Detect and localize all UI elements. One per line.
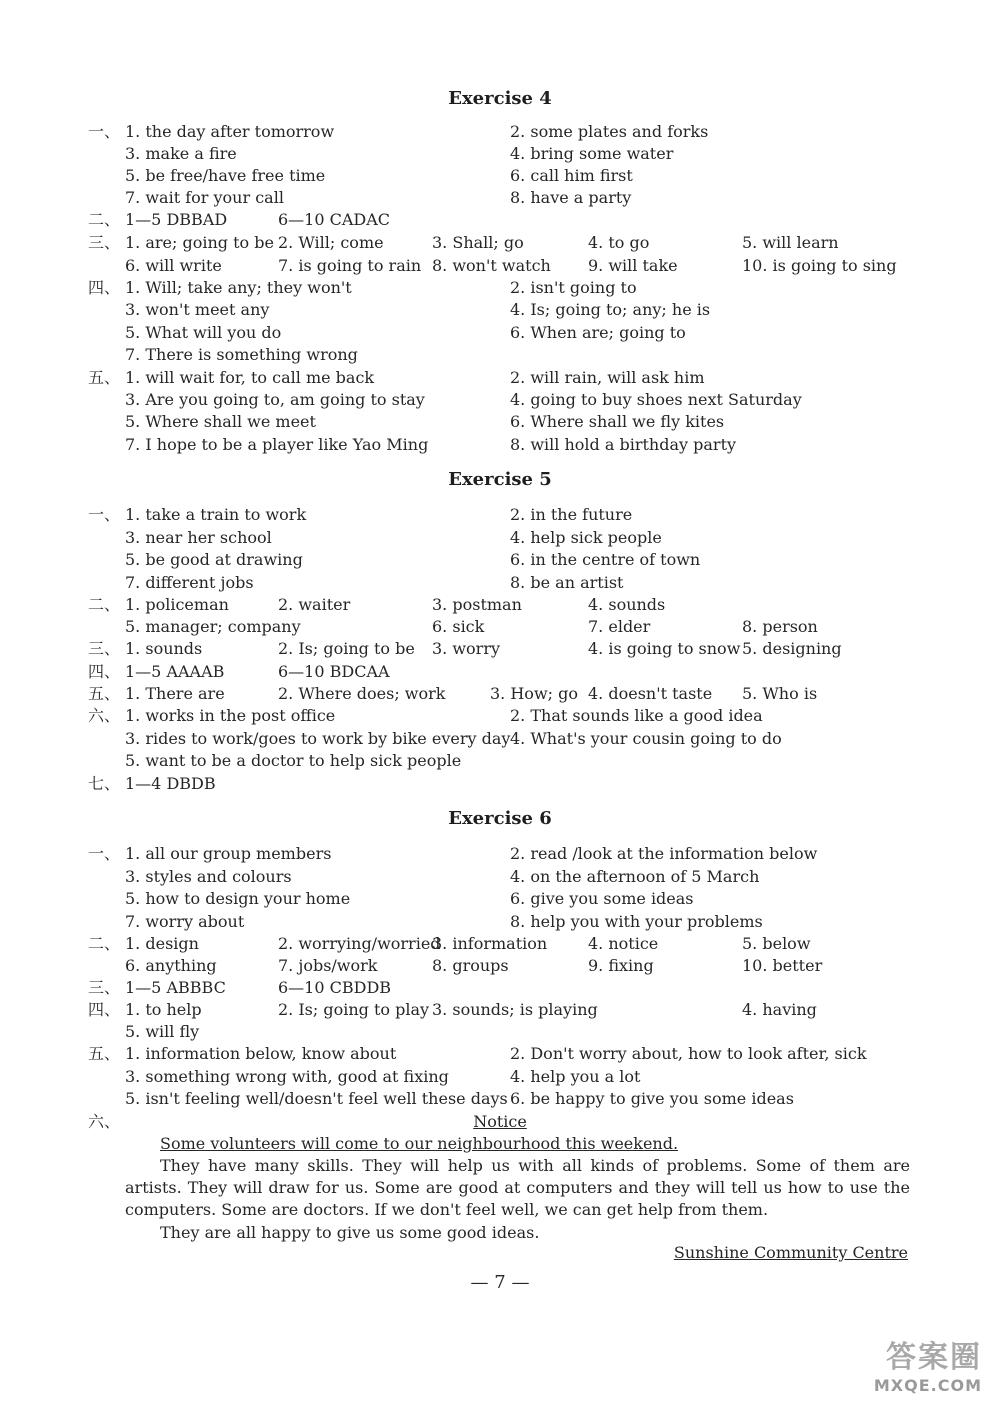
- answer: 3. rides to work/goes to work by bike every day: [125, 729, 511, 748]
- answer: 3. near her school: [125, 528, 272, 547]
- answer: 3. sounds; is playing: [432, 1000, 598, 1019]
- answer: 3. postman: [432, 595, 522, 614]
- ex6-s1-row3: [0, 888, 1000, 910]
- answer: 5. below: [742, 934, 811, 953]
- answer: 1. There are: [125, 684, 225, 703]
- ex5-s6-row2: [0, 728, 1000, 750]
- ex4-s1-row2: [0, 143, 1000, 165]
- ex5-s1-row4: [0, 572, 1000, 594]
- answer: 7. There is something wrong: [125, 345, 358, 364]
- answer: 1. to help: [125, 1000, 202, 1019]
- section-label: 三、: [88, 233, 121, 252]
- answer: 4. help sick people: [510, 528, 662, 547]
- ex4-s2-row: [0, 209, 1000, 231]
- answer: 1—5 DBBAD: [125, 210, 228, 229]
- section-label: 一、: [88, 505, 121, 524]
- ex4-s4-row2: [0, 299, 1000, 321]
- answer: 7. different jobs: [125, 573, 254, 592]
- section-label: 二、: [88, 934, 121, 953]
- answer: 3. something wrong with, good at fixing: [125, 1067, 449, 1086]
- answer: 2. Will; come: [278, 233, 384, 252]
- section-label: 四、: [88, 1000, 121, 1019]
- answer: 5. Who is: [742, 684, 818, 703]
- notice-paragraph-1: They have many skills. They will help us with all kinds of problems. Some of them are artists. They will draw for us. Some are good at computers and they will tell us how to use the computers. Some are doctors. If we don't feel well, we can get help from them.: [125, 1156, 910, 1219]
- answer: 1. policeman: [125, 595, 229, 614]
- ex5-s3-row: [0, 638, 1000, 660]
- answer: 5. will learn: [742, 233, 839, 252]
- answer: 5. manager; company: [125, 617, 301, 636]
- ex4-s5-row2: [0, 389, 1000, 411]
- answer: 5. be free/have free time: [125, 166, 326, 185]
- ex5-s1-row3: [0, 549, 1000, 571]
- ex5-s1-row1: [0, 504, 1000, 526]
- answer: 6—10 CADAC: [278, 210, 391, 229]
- exercise-6-title: Exercise 6: [448, 808, 552, 829]
- answer: 2. That sounds like a good idea: [510, 706, 763, 725]
- answer: 2. Where does; work: [278, 684, 446, 703]
- answer: 2. waiter: [278, 595, 351, 614]
- answer: 8. person: [742, 617, 818, 636]
- ex4-s5-row4: [0, 434, 1000, 456]
- answer: 5. be good at drawing: [125, 550, 303, 569]
- notice-title: Notice: [473, 1112, 527, 1131]
- ex5-s4-row: [0, 661, 1000, 683]
- answer: 4. sounds: [588, 595, 666, 614]
- ex6-s5-row3: [0, 1088, 1000, 1110]
- answer: 6. Where shall we fly kites: [510, 412, 725, 431]
- answer: 1. the day after tomorrow: [125, 122, 335, 141]
- section-label: 二、: [88, 595, 121, 614]
- section-label: 六、: [88, 706, 121, 725]
- answer: 1. design: [125, 934, 199, 953]
- answer: 1. take a train to work: [125, 505, 307, 524]
- section-label: 四、: [88, 662, 121, 681]
- answer: 5. want to be a doctor to help sick people: [125, 751, 462, 770]
- section-label: 三、: [88, 639, 121, 658]
- ex6-s5-row2: [0, 1066, 1000, 1088]
- answer: 8. be an artist: [510, 573, 624, 592]
- answer: 4. on the afternoon of 5 March: [510, 867, 760, 886]
- answer: 6. be happy to give you some ideas: [510, 1089, 794, 1108]
- watermark-url: MXQE.COM: [873, 1376, 982, 1395]
- answer: 4. having: [742, 1000, 817, 1019]
- answer: 8. help you with your problems: [510, 912, 763, 931]
- answer: 4. help you a lot: [510, 1067, 641, 1086]
- answer: 3. worry: [432, 639, 501, 658]
- ex6-s1-row2: [0, 866, 1000, 888]
- answer: 10. is going to sing: [742, 256, 897, 275]
- answer: 5. designing: [742, 639, 842, 658]
- ex4-s4-row4: [0, 344, 1000, 366]
- ex4-s3-row1: [0, 232, 1000, 254]
- section-label: 五、: [88, 368, 121, 387]
- answer: 7. elder: [588, 617, 651, 636]
- ex4-s4-row1: [0, 277, 1000, 299]
- ex6-s4-row2: [0, 1021, 1000, 1043]
- section-label: 一、: [88, 844, 121, 863]
- section-label: 五、: [88, 684, 121, 703]
- answer: 1. Will; take any; they won't: [125, 278, 352, 297]
- answer: 3. Shall; go: [432, 233, 524, 252]
- answer: 3. How; go: [490, 684, 578, 703]
- answer: 5. Where shall we meet: [125, 412, 316, 431]
- answer: 7. worry about: [125, 912, 245, 931]
- answer: 1—5 AAAAB: [125, 662, 225, 681]
- answer: 8. won't watch: [432, 256, 551, 275]
- answer: 6. sick: [432, 617, 485, 636]
- ex6-s1-row1: [0, 843, 1000, 865]
- answer: 1. information below, know about: [125, 1044, 397, 1063]
- exercise-4-title: Exercise 4: [448, 88, 552, 109]
- answer: 4. going to buy shoes next Saturday: [510, 390, 802, 409]
- answer: 6—10 CBDDB: [278, 978, 392, 997]
- answer: 6. give you some ideas: [510, 889, 694, 908]
- answer: 1. works in the post office: [125, 706, 336, 725]
- answer: 3. won't meet any: [125, 300, 270, 319]
- watermark-logo: 答案圈: [886, 1340, 982, 1375]
- notice-paragraph-2: They are all happy to give us some good ideas.: [160, 1223, 540, 1242]
- answer: 2. Is; going to be: [278, 639, 415, 658]
- answer: 2. will rain, will ask him: [510, 368, 705, 387]
- ex6-s3-row: [0, 977, 1000, 999]
- answer: 2. some plates and forks: [510, 122, 709, 141]
- section-label: 六、: [88, 1112, 121, 1131]
- answer: 6. call him first: [510, 166, 633, 185]
- page-number: — 7 —: [470, 1272, 530, 1293]
- answer: 6. When are; going to: [510, 323, 686, 342]
- answer: 1. all our group members: [125, 844, 332, 863]
- answer: 1. sounds: [125, 639, 203, 658]
- ex5-s6-row1: [0, 705, 1000, 727]
- answer: 10. better: [742, 956, 823, 975]
- answer: 4. is going to snow: [588, 639, 741, 658]
- ex5-s7-row: [0, 773, 1000, 795]
- section-label: 一、: [88, 122, 121, 141]
- watermark: [812, 1332, 982, 1395]
- answer: 6. anything: [125, 956, 217, 975]
- answer: 6. in the centre of town: [510, 550, 701, 569]
- section-label: 四、: [88, 278, 121, 297]
- ex4-s1-row4: [0, 187, 1000, 209]
- ex4-s1-row1: [0, 121, 1000, 143]
- answer: 2. in the future: [510, 505, 633, 524]
- answer: 4. doesn't taste: [588, 684, 713, 703]
- answer: 6—10 BDCAA: [278, 662, 390, 681]
- answer: 1—5 ABBBC: [125, 978, 226, 997]
- section-label: 七、: [88, 774, 121, 793]
- answer: 4. to go: [588, 233, 650, 252]
- answer: 4. notice: [588, 934, 659, 953]
- answer: 7. is going to rain: [278, 256, 422, 275]
- ex4-s1-row3: [0, 165, 1000, 187]
- answer: 8. will hold a birthday party: [510, 435, 737, 454]
- answer: 5. isn't feeling well/doesn't feel well these days: [125, 1089, 508, 1108]
- ex5-s1-row2: [0, 527, 1000, 549]
- ex5-s2-row2: [0, 616, 1000, 638]
- answer: 3. styles and colours: [125, 867, 292, 886]
- answer: 3. Are you going to, am going to stay: [125, 390, 425, 409]
- answer: 4. bring some water: [510, 144, 674, 163]
- ex6-s2-row1: [0, 933, 1000, 955]
- answer: 3. information: [432, 934, 548, 953]
- exercise-5-title: Exercise 5: [448, 469, 552, 490]
- answer: 4. What's your cousin going to do: [510, 729, 782, 748]
- ex6-s4-row1: [0, 999, 1000, 1021]
- answer: 5. will fly: [125, 1022, 200, 1041]
- answer: 4. Is; going to; any; he is: [510, 300, 711, 319]
- answer: 7. jobs/work: [278, 956, 378, 975]
- answer: 1. will wait for, to call me back: [125, 368, 375, 387]
- answer: 1—4 DBDB: [125, 774, 216, 793]
- answer: 2. Is; going to play: [278, 1000, 430, 1019]
- answer: 1. are; going to be: [125, 233, 274, 252]
- ex4-s3-row2: [0, 255, 1000, 277]
- ex4-s5-row1: [0, 367, 1000, 389]
- answer: 9. fixing: [588, 956, 654, 975]
- answer: 2. worrying/worried: [278, 934, 441, 953]
- answer: 9. will take: [588, 256, 678, 275]
- answer: 7. I hope to be a player like Yao Ming: [125, 435, 429, 454]
- answer: 5. What will you do: [125, 323, 282, 342]
- ex6-s5-row1: [0, 1043, 1000, 1065]
- answer: 5. how to design your home: [125, 889, 351, 908]
- answer: 2. Don't worry about, how to look after, sick: [510, 1044, 867, 1063]
- ex4-s5-row3: [0, 411, 1000, 433]
- answer: 6. will write: [125, 256, 222, 275]
- ex5-s6-row3: [0, 750, 1000, 772]
- section-label: 五、: [88, 1044, 121, 1063]
- notice-subtitle: Some volunteers will come to our neighbourhood this weekend.: [160, 1134, 679, 1153]
- answer: 7. wait for your call: [125, 188, 284, 207]
- ex6-s1-row4: [0, 911, 1000, 933]
- ex5-s5-row: [0, 683, 1000, 705]
- answer: 8. have a party: [510, 188, 632, 207]
- answer: 8. groups: [432, 956, 509, 975]
- ex4-s4-row3: [0, 322, 1000, 344]
- answer: 2. read /look at the information below: [510, 844, 818, 863]
- section-label: 二、: [88, 210, 121, 229]
- notice-signature: Sunshine Community Centre: [673, 1243, 908, 1262]
- ex5-s2-row1: [0, 594, 1000, 616]
- section-label: 三、: [88, 978, 121, 997]
- answer: 2. isn't going to: [510, 278, 637, 297]
- answer: 3. make a fire: [125, 144, 237, 163]
- ex6-s2-row2: [0, 955, 1000, 977]
